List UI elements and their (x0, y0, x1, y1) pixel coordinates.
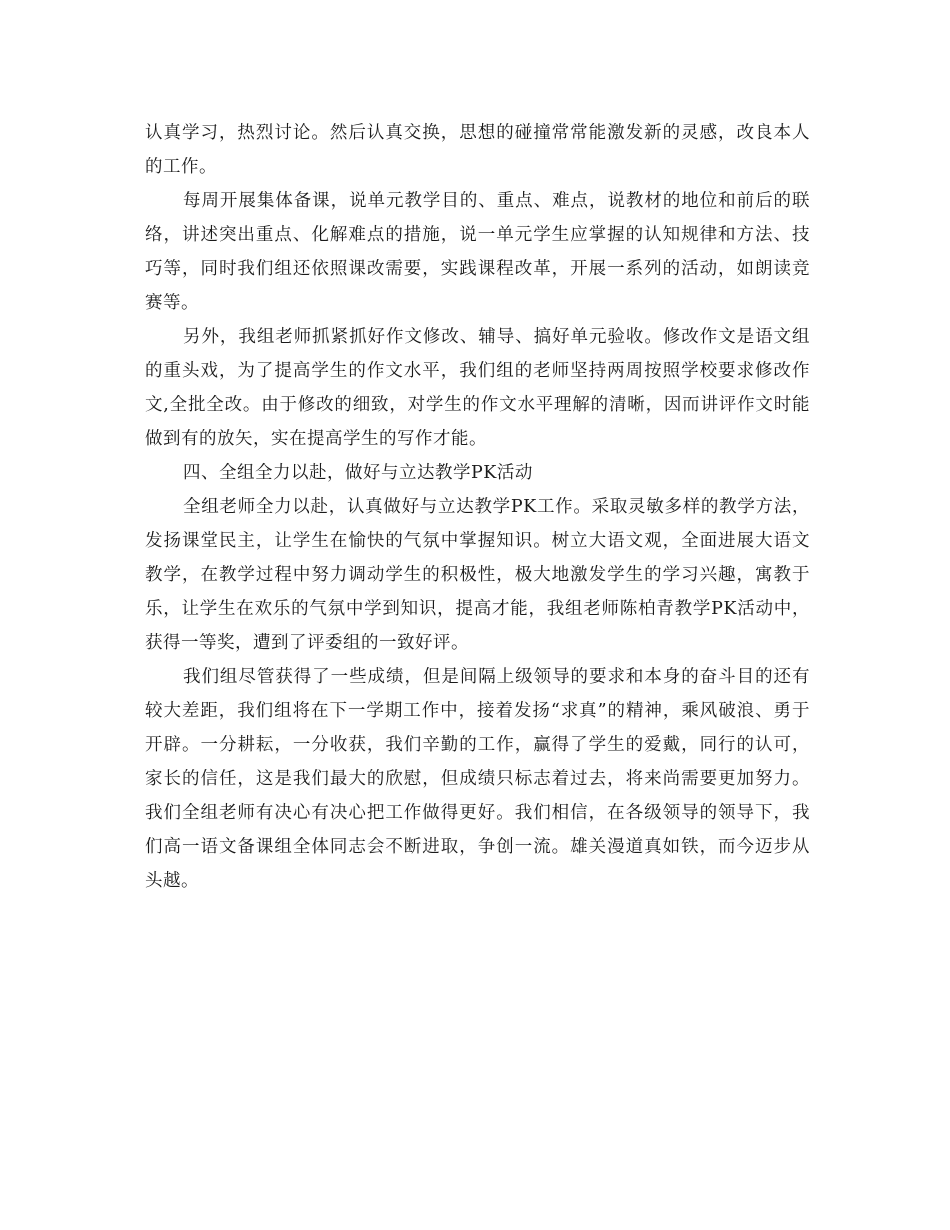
paragraph-lesson-prep: 每周开展集体备课，说单元教学目的、重点、难点，说教材的地位和前后的联络，讲述突出重点、化解难点的措施，说一单元学生应掌握的认知规律和方法、技巧等，同时我们组还依照课改需要，实践课程改革，开展一系列的活动，如朗读竞赛等。 (145, 191, 810, 313)
document-body (145, 116, 810, 898)
paragraph-continuation: 认真学习，热烈讨论。然后认真交换，思想的碰撞常常能激发新的灵感，改良本人的工作。 (145, 123, 810, 177)
section-heading-four: 四、全组全力以赴，做好与立达教学PK活动 (183, 463, 533, 483)
paragraph-composition: 另外，我组老师抓紧抓好作文修改、辅导、搞好单元验收。修改作文是语文组的重头戏，为了提高学生的作文水平，我们组的老师坚持两周按照学校要求修改作文,全批全改。由于修改的细致，对学生的作文水平理解的清晰，因而讲评作文时能做到有的放矢，实在提高学生的写作才能。 (145, 327, 810, 449)
paragraph-pk-activity: 全组老师全力以赴，认真做好与立达教学PK工作。采取灵敏多样的教学方法，发扬课堂民主，让学生在愉快的气氛中掌握知识。树立大语文观，全面进展大语文教学，在教学过程中努力调动学生的积极性，极大地激发学生的学习兴趣，寓教于乐，让学生在欢乐的气氛中学到知识，提高才能，我组老师陈柏青教学PK活动中，获得一等奖，遭到了评委组的一致好评。 (145, 497, 810, 653)
paragraph-conclusion: 我们组尽管获得了一些成绩，但是间隔上级领导的要求和本身的奋斗目的还有较大差距，我们组将在下一学期工作中，接着发扬“求真”的精神，乘风破浪、勇于开辟。一分耕耘，一分收获，我们辛勤的工作，赢得了学生的爱戴，同行的认可，家长的信任，这是我们最大的欣慰，但成绩只标志着过去，将来尚需要更加努力。我们全组老师有决心有决心把工作做得更好。我们相信，在各级领导的领导下，我们高一语文备课组全体同志会不断进取，争创一流。雄关漫道真如铁，而今迈步从头越。 (145, 667, 810, 891)
